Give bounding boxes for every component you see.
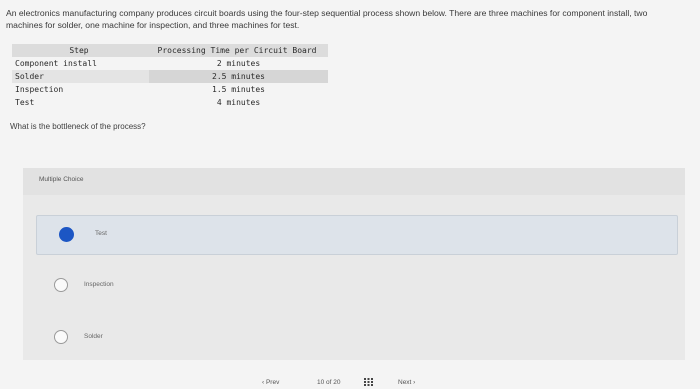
radio-unselected-icon[interactable]: [54, 330, 68, 344]
prev-button[interactable]: ‹ Prev: [262, 379, 280, 386]
table-row: [12, 57, 328, 70]
table-header-row: [12, 44, 328, 57]
table-cell-time: 2 minutes: [216, 59, 261, 68]
table-cell-time: 4 minutes: [216, 98, 261, 107]
radio-unselected-icon[interactable]: [54, 278, 68, 292]
table-header-time: Processing Time per Circuit Board: [157, 46, 317, 55]
option-solder[interactable]: [23, 318, 685, 358]
table-cell-step: Inspection: [15, 85, 64, 94]
table-cell-step: Test: [15, 98, 35, 107]
option-inspection[interactable]: [23, 268, 685, 308]
table-cell-step: Component install: [15, 59, 97, 68]
next-button[interactable]: Next ›: [398, 379, 416, 386]
processing-time-table: [12, 44, 328, 109]
multiple-choice-title: Multiple Choice: [39, 176, 84, 183]
option-label: Solder: [84, 333, 103, 340]
question-text: What is the bottleneck of the process?: [10, 122, 146, 131]
multiple-choice-panel: [23, 168, 685, 360]
page-indicator: 10 of 20: [317, 379, 341, 386]
table-row: [12, 70, 328, 83]
table-cell-step: Solder: [12, 70, 149, 83]
question-navigation: [260, 379, 460, 389]
table-row: [12, 83, 328, 96]
table-cell-time: 2.5 minutes: [149, 70, 328, 83]
problem-statement: An electronics manufacturing company produces circuit boards using the four-step sequential process shown below. There are three machines for component install, two machines for solder, one machine for inspection, and three machines for test.: [6, 8, 648, 30]
table-header-step: Step: [69, 46, 89, 55]
table-cell-time: 1.5 minutes: [212, 85, 265, 94]
multiple-choice-header: [23, 168, 685, 195]
option-label: Inspection: [84, 281, 114, 288]
radio-selected-icon[interactable]: [59, 227, 74, 242]
option-label: Test: [95, 230, 107, 237]
table-row: [12, 96, 328, 109]
option-test[interactable]: [36, 215, 678, 255]
